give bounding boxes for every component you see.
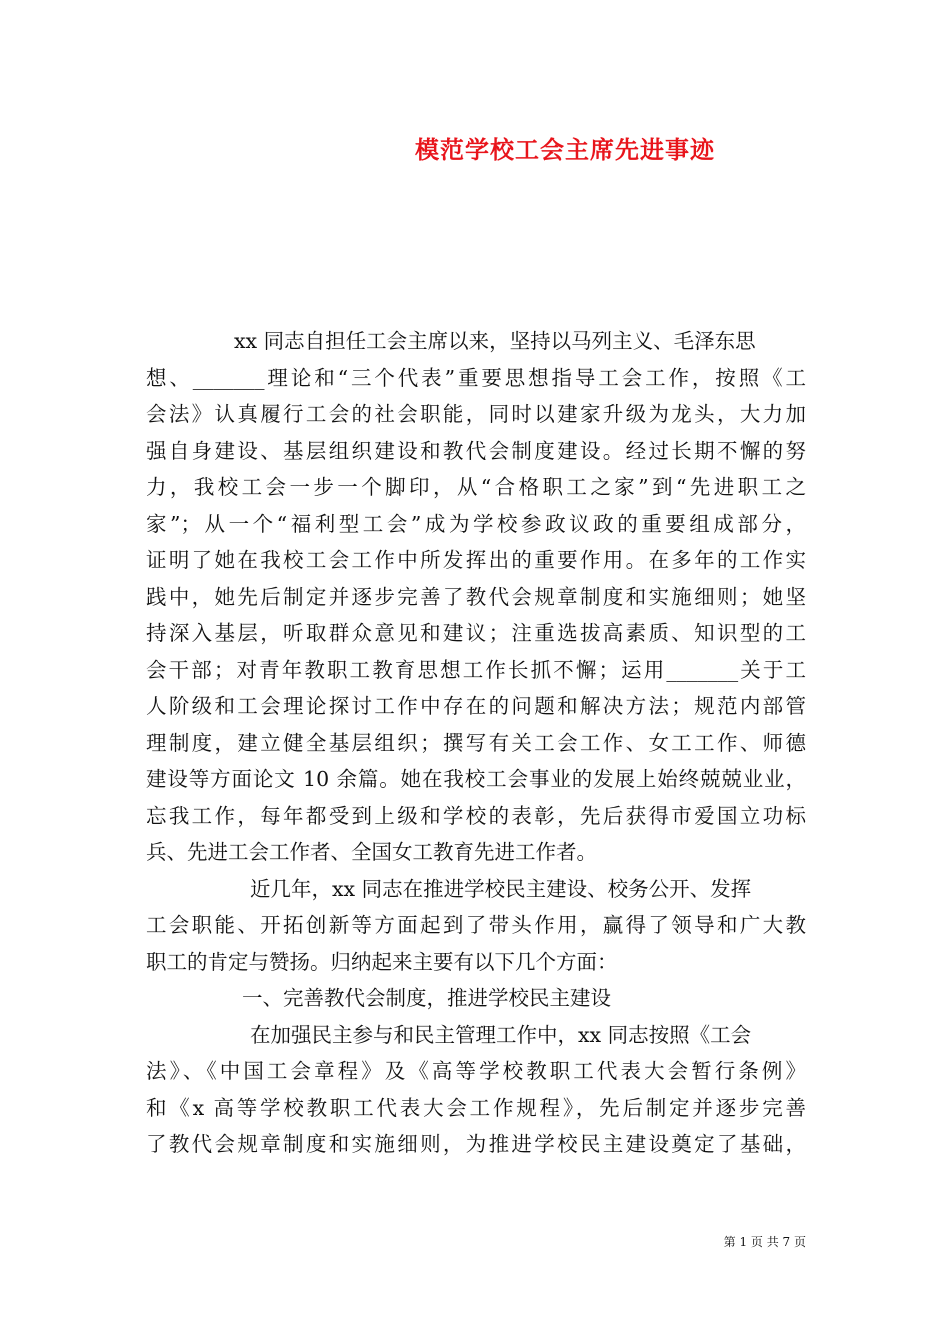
paragraph-line: 理制度，建立健全基层组织；撰写有关工会工作、女工工作、师德 <box>146 730 806 755</box>
paragraph-line: 忘我工作，每年都受到上级和学校的表彰，先后获得市爱国立功标 <box>146 803 806 828</box>
document-title: 模范学校工会主席先进事迹 <box>415 135 715 164</box>
paragraph-line: 在加强民主参与和民主管理工作中，xx 同志按照《工会 <box>250 1022 752 1047</box>
paragraph-line: 人阶级和工会理论探讨工作中存在的问题和解决方法；规范内部管 <box>146 694 806 718</box>
page-number: 第 1 页 共 7 页 <box>723 1235 806 1249</box>
paragraph-line: 证明了她在我校工会工作中所发挥出的重要作用。在多年的工作实 <box>146 548 806 572</box>
paragraph-line: 工会职能、开拓创新等方面起到了带头作用，赢得了领导和广大教 <box>146 913 806 937</box>
paragraph-line: 强自身建设、基层组织建设和教代会制度建设。经过长期不懈的努 <box>146 438 806 463</box>
document-body <box>146 323 806 1163</box>
paragraph-line: 了教代会规章制度和实施细则，为推进学校民主建设奠定了基础， <box>146 1132 806 1156</box>
paragraph-line: 职工的肯定与赞扬。归纳起来主要有以下几个方面： <box>146 949 618 974</box>
paragraph-line: xx 同志自担任工会主席以来，坚持以马列主义、毛泽东思 <box>234 329 756 353</box>
section-heading: 一、完善教代会制度，推进学校民主建设 <box>242 986 611 1010</box>
paragraph-line: 会法》认真履行工会的社会职能，同时以建家升级为龙头，大力加 <box>146 402 806 426</box>
paragraph-line: 建设等方面论文 10 余篇。她在我校工会事业的发展上始终兢兢业业， <box>146 767 806 791</box>
paragraph-line: 想、_______理论和“三个代表”重要思想指导工会工作，按照《工 <box>146 365 806 390</box>
paragraph-line: 兵、先进工会工作者、全国女工教育先进工作者。 <box>146 840 597 864</box>
paragraph-line: 力，我校工会一步一个脚印，从“合格职工之家”到“先进职工之 <box>146 475 806 499</box>
paragraph-line: 家”；从一个“福利型工会”成为学校参政议政的重要组成部分， <box>146 511 806 536</box>
paragraph-line: 法》、《中国工会章程》及《高等学校教职工代表大会暂行条例》 <box>146 1059 806 1083</box>
paragraph-line: 近几年，xx 同志在推进学校民主建设、校务公开、发挥 <box>250 876 752 901</box>
paragraph-line: 和《x 高等学校教职工代表大会工作规程》，先后制定并逐步完善 <box>146 1095 806 1120</box>
paragraph-line: 会干部；对青年教职工教育思想工作长抓不懈；运用_______关于工 <box>146 657 806 682</box>
paragraph-line: 持深入基层，听取群众意见和建议；注重选拔高素质、知识型的工 <box>146 621 806 645</box>
paragraph-line: 践中，她先后制定并逐步完善了教代会规章制度和实施细则；她坚 <box>146 584 806 609</box>
